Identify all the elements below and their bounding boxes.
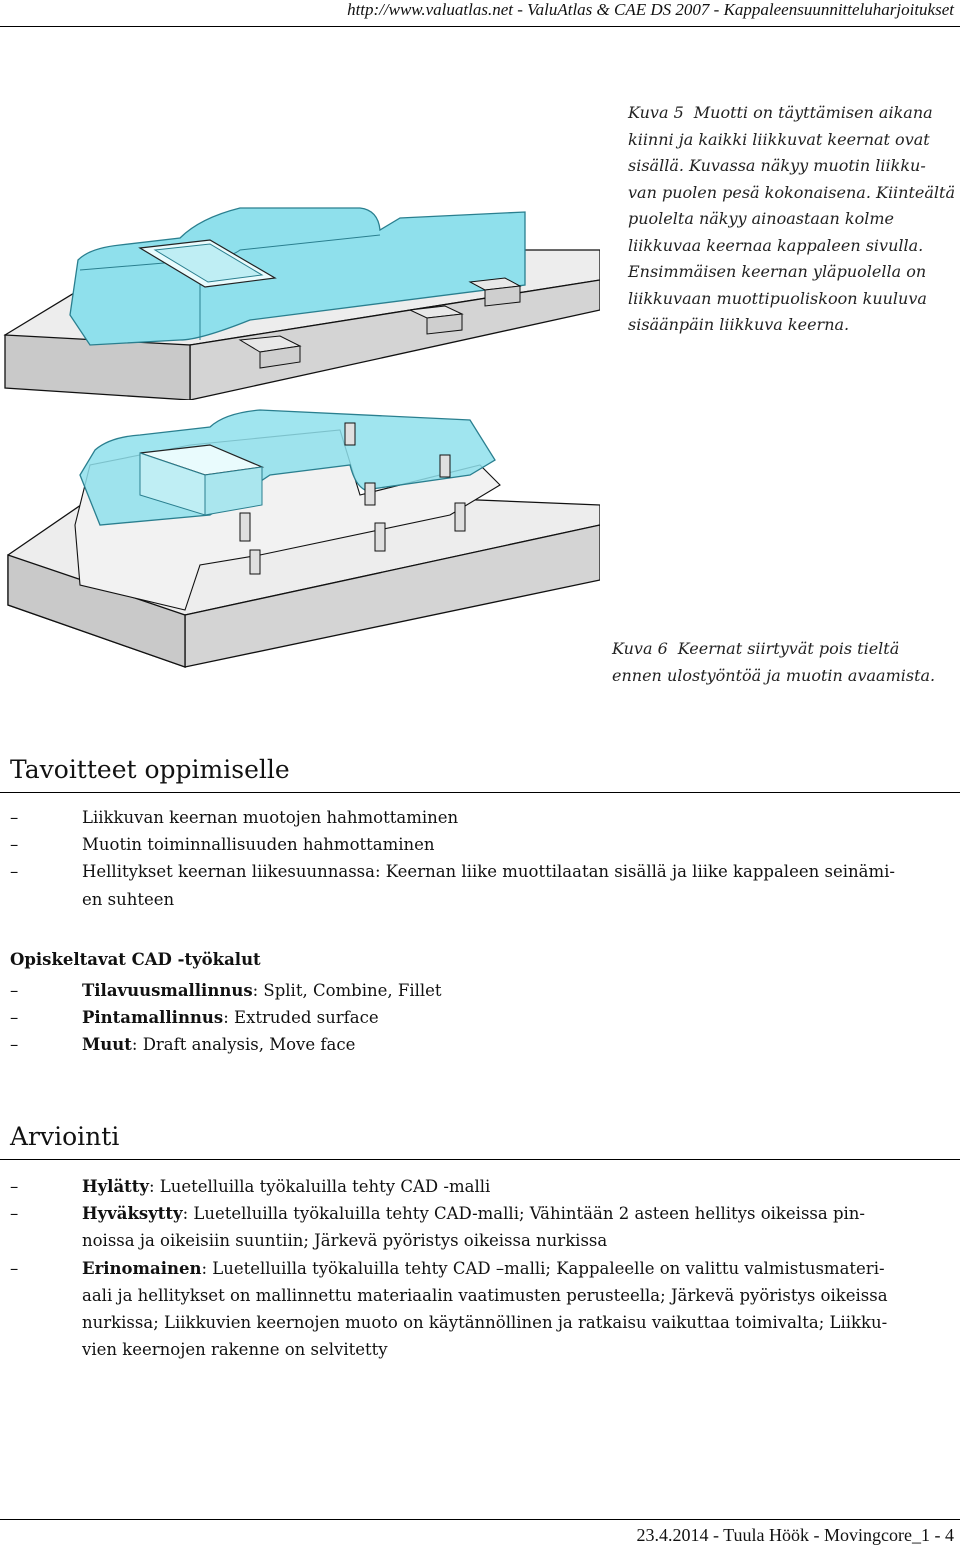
goal-item: – Liikkuvan keernan muotojen hahmottaminen xyxy=(10,808,459,827)
evaluation-item-continuation: aali ja hellitykset on mallinnettu materiaalin vaatimusten perusteella; Järkevä pyöristys oikeissa xyxy=(82,1285,888,1305)
evaluation-item-accepted: – Hyväksytty: Luetelluilla työkaluilla tehty CAD-malli; Vähintään 2 asteen hellitys oikeissa pin- xyxy=(10,1204,865,1224)
goal-item-continuation: en suhteen xyxy=(82,889,175,909)
evaluation-list xyxy=(10,1173,940,1363)
figure-5-caption: Kuva 5 Muotti on täyttämisen aikana kiinni ja kaikki liikkuvat keernat ovat sisällä. Kuvassa näkyy muotin liikku- van puolen pesä kokonaisena. Kiinteältä puolelta näkyy ainoastaan kolme liikkuvaa keernaa kappaleen sivulla. Ensimmäisen keernan yläpuolella on liikkuvaan muottipuoliskoon kuuluva sisäänpäin liikkuva keerna. xyxy=(628,103,955,334)
figure-6-label: Kuva 6 xyxy=(612,639,668,658)
evaluation-heading: Arviointi xyxy=(10,1122,120,1151)
figure-5-image xyxy=(0,100,600,400)
goal-item: – Muotin toiminnallisuuden hahmottaminen xyxy=(10,835,435,855)
footer-text: 23.4.2014 - Tuula Höök - Movingcore_1 - 4 xyxy=(636,1525,954,1545)
figure-6-image xyxy=(0,405,600,675)
evaluation-item-continuation: noissa ja oikeisiin suuntiin; Järkevä pyöristys oikeissa nurkissa xyxy=(82,1231,608,1251)
tool-item: – Tilavuusmallinnus: Split, Combine, Fillet xyxy=(10,981,442,1000)
evaluation-item-continuation: nurkissa; Liikkuvien keernojen muoto on käytännöllinen ja ratkaisu vaikuttaa toimivalta; Liikku- xyxy=(82,1313,888,1333)
tools-heading: Opiskeltavat CAD -työkalut xyxy=(10,950,261,969)
page-footer xyxy=(0,1519,960,1555)
page-header xyxy=(0,0,960,26)
goal-item: – Hellitykset keernan liikesuunnassa: Keernan liike muottilaatan sisällä ja liike kappaleen seinämi- xyxy=(10,862,895,882)
tool-item: – Muut: Draft analysis, Move face xyxy=(10,1035,356,1055)
tool-item: – Pintamallinnus: Extruded surface xyxy=(10,1008,379,1028)
evaluation-heading-rule xyxy=(0,1159,960,1160)
goals-list xyxy=(10,804,940,913)
figure-6-caption: Kuva 6 Keernat siirtyvät pois tieltä ennen ulostyöntöä ja muotin avaamista. xyxy=(612,639,936,685)
figure-5-label: Kuva 5 xyxy=(628,103,684,122)
header-rule xyxy=(0,26,960,27)
evaluation-item-rejected: – Hylätty: Luetelluilla työkaluilla tehty CAD -malli xyxy=(10,1177,491,1196)
goals-heading: Tavoitteet oppimiselle xyxy=(10,755,290,784)
evaluation-item-continuation: vien keernojen rakenne on selvitetty xyxy=(82,1340,388,1360)
footer-rule xyxy=(0,1519,960,1520)
header-url[interactable]: http://www.valuatlas.net - ValuAtlas & CAE DS 2007 - Kappaleensuunnitteluharjoitukset xyxy=(347,0,954,19)
tools-list xyxy=(10,977,940,1059)
evaluation-item-excellent: – Erinomainen: Luetelluilla työkaluilla tehty CAD –malli; Kappaleelle on valittu valmistusmateri- xyxy=(10,1258,885,1278)
goals-heading-rule xyxy=(0,792,960,793)
